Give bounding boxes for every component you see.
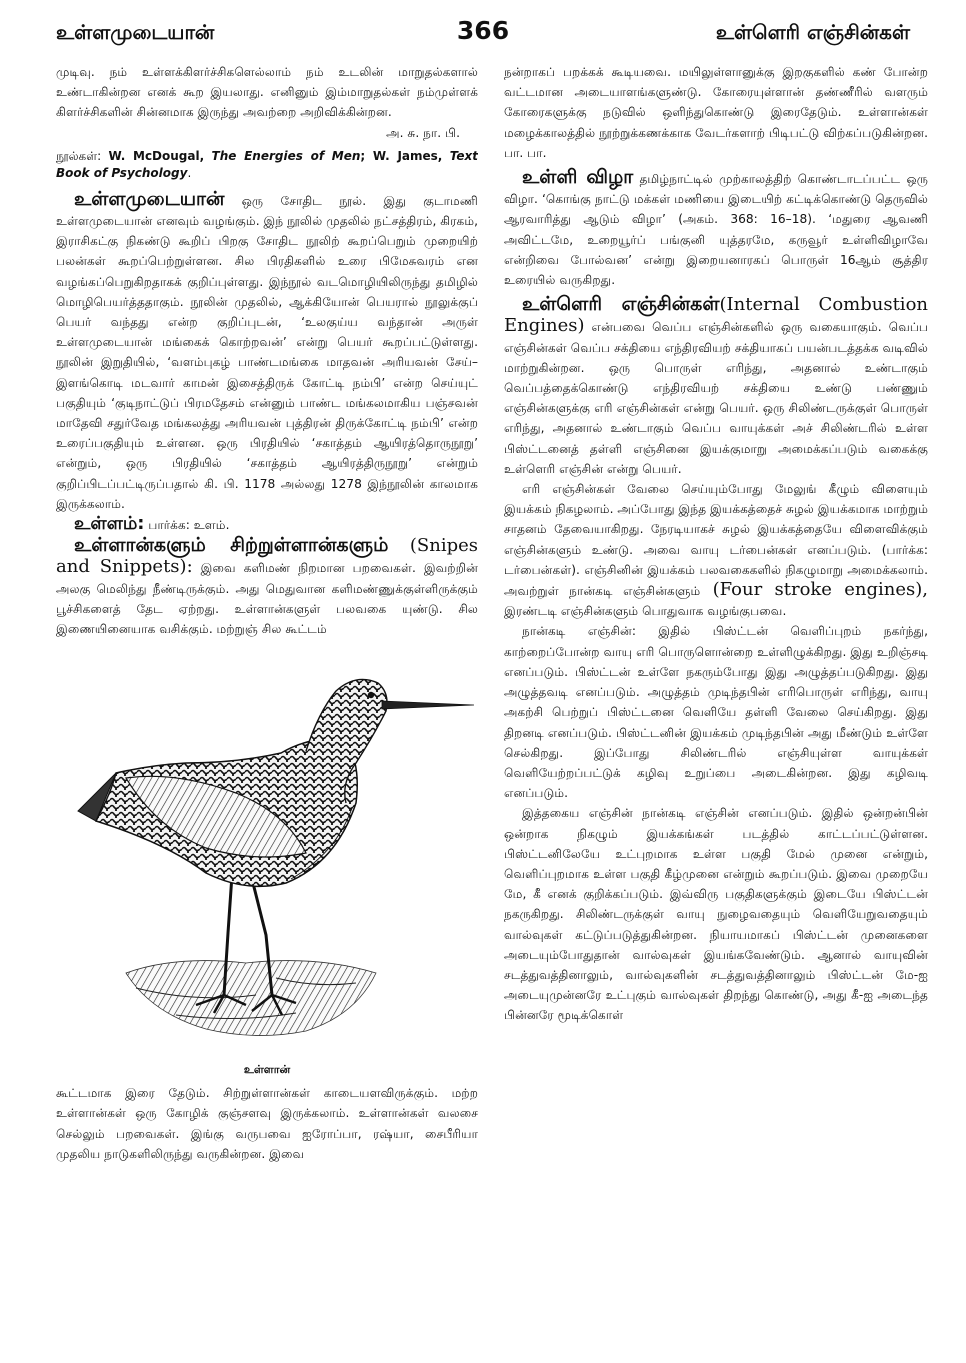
paragraph-text: இரண்டடி எஞ்சின்களும் பொதுவாக வழங்குபவை. — [504, 604, 787, 619]
entry-text: தமிழ்நாட்டில் முற்காலத்திற் கொண்டாடப்பட்ட ஒரு விழா. ‘கொங்கு நாட்டு மக்கள் மணியை இடையிற் கட்டிக்கொண்டு தெருவில் ஆரவாரித்து ஆடும் விழா’ (அகம். 368: 16–18). ‘மதுரை ஆவணி அவிட்டமே, உறையூர்ப் பங்குனி யுத்தரமே, கருவூர் உள்ளிவிழாவே என்றிவை போல்வன’ என்று இறையனாரகப் பொருள் 16ஆம் சூத்திர உரையில் வருகிறது. — [504, 172, 928, 288]
refs-end: . — [187, 165, 192, 180]
right-column — [504, 62, 928, 1354]
ref-author-2: ; W. James, — [360, 148, 443, 163]
entry-text: பார்க்க: உளம். — [144, 518, 230, 533]
page-number: 366 — [456, 16, 510, 45]
paragraph-after-figure — [56, 1083, 478, 1164]
entry-ulli-vizha — [504, 167, 928, 290]
refs-label: நூல்கள்: — [56, 148, 102, 163]
paragraph-eri-engines — [504, 479, 928, 621]
paragraph-text: எரி எஞ்சின்கள் வேலை செய்யும்போது மேலுங் கீழும் விளையும் இயக்கம் நிகழலாம். அப்போது இந்த இயக்கத்தைச் சுழல் இயக்கமாக மாற்றும் சாதனம் தேவையாகிறது. நேரடியாகச் சுழல் இயக்கத்தையே விளைவிக்கும் எஞ்சின்களும் உண்டு. அவை வாயு டர்பைன்கள் எனப்படும். (பார்க்க: டர்பைன்கள்). எஞ்சினின் இயக்கம் பலவகைகளில் நிகழுமாறு அமைக்கலாம். அவற்றுள் நான்கடி எஞ்சின்களும் — [504, 482, 928, 599]
ref-title-2: Text Book of Psychology — [56, 148, 478, 180]
headword-ullan: உள்ளான்களும் சிற்றுள்ளான்களும் — [74, 534, 389, 557]
snipe-illustration — [56, 643, 478, 1061]
english-term-engines: (Internal Combustion Engines) — [504, 294, 928, 337]
headword-ulleri-engines: உள்ளெரி எஞ்சின்கள் — [522, 293, 720, 316]
ref-author-1: W. McDougal, — [108, 148, 205, 163]
paragraph-four-stroke — [504, 621, 928, 803]
entry-text: ஒரு சோதிட நூல். இது குடாமணி உள்ளமுடையான் எனவும் வழங்கும். இந் நூலில் முதலில் நட்சத்திரம், கிரகம், இராசிகட்கு நிகண்டு கூறிப் பிறகு சோதிட நூலிற் கூறப்பெறும் முறையிற் பலன்கள் கூறப்பெற்றுள்ளன. சில பிரதிகளில் உரை பிமேசுவரம் என வழங்கப்பெறுகிறதாகக் குறிப்புள்ளது. இந்நூல் வடமொழியிலிருந்து தமிழில் மொழிபெயர்த்ததாகும். நூலின் முதலில், ஆக்கியோன் பெயரால் நூலுக்குப் பெயர் வந்தது என்ற குறிப்புடன், ‘உலகுய்ய வந்தான் அருள் உள்ளமுடையான் மங்கைக் கொற்றவன்’ என்று பெயர் கூறப்பட்டுள்ளது. நூலின் இறுதியில், ‘வளம்புகழ் பாண்டமங்கை மாதவன் அரியவன் சேய்–இளங்கொடி மடவார் காமன் இசைத்திருக் கோட்டி நம்பி’ என்ற செய்யுட் பகுதியும் ‘குடிநாட்டுப் பிரமதேசம் என்னும் பாண்ட மங்கலமாகிய பஞ்சவன் மாதேவி சதுர்வேத மங்கலத்து அரியவன் புத்திரன் திருக்கோட்டி நம்பி’ என்ற உரைப்பகுதியும் உள்ளன. ஒரு பிரதியில் ‘சகாத்தம் ஆயிரத்தொருநூறு’ என்றும், ஒரு பிரதியில் ‘சகாத்தம் ஆயிரத்திருநூறு’ என்றும் குறிப்பிடப்பட்டிருப்பதால் கி. பி. 1178 அல்லது 1278 இந்நூலின் காலமாக இருக்கலாம். — [56, 193, 478, 511]
running-head-right: உள்ளெரி எஞ்சின்கள் — [715, 20, 910, 44]
snipe-bird-drawing — [56, 643, 478, 1061]
entry-internal-combustion — [504, 294, 928, 479]
author-signature: அ. சு. நா. பி. — [386, 125, 460, 140]
entry-text: என்பவை வெப்ப எஞ்சின்களில் ஒரு வகையாகும். வெப்ப எஞ்சின்கள் வெப்ப சக்தியை எந்திரவியற் சக்தியாகப் பயன்படத்தக்க வடிவில் மாற்றுகின்றன. ஒரு பொருள் எரிந்து, அதனால் உண்டாகும் வெப்பத்தைக்கொண்டு எந்திரவியற் சக்தியை உண்டு பண்ணும் எஞ்சின்களுக்கு எரி எஞ்சின்கள் என்று பெயர். ஒரு சிலிண்டருக்குள் பொருள் எரிந்து, அதனால் உண்டாகும் வெப்ப வாயுக்கள் அச் சிலிண்டரில் உள்ள பிஸ்ட்டனைத் தள்ளி எஞ்சினை இயக்குமாறு அமைக்கப்படும் வகைக்கு உள்ளெரி எஞ்சின் என்று பெயர். — [504, 320, 928, 476]
running-head-left: உள்ளமுடையான் — [56, 20, 215, 44]
figure-caption: உள்ளான் — [243, 1063, 291, 1077]
headword-ullamudaiyan: உள்ளமுடையான் — [74, 187, 225, 210]
paragraph-text: நான்கடி எஞ்சின்: இதில் பிஸ்ட்டன் வெளிப்புறம் நகர்ந்து, காற்றைப்போன்ற வாயு எரி பொருளொன்றை உள்ளிழுக்கிறது. இது உறிஞ்சடி எனப்படும். பிஸ்ட்டன் உள்ளே நகரும்போது இது அழுத்தப்படுகிறது. இது அழுத்தவடி எனப்படும். அழுத்தம் முடிந்தபின் எரிபொருள் எரிந்து, வாயு அகற்சி பெற்றுப் பிஸ்ட்டனை வெளியே தள்ளி வேலை செய்கிறது. இது திறனடி எனப்படும். பிஸ்ட்டனின் இயக்கம் முடிந்தபின் அது மீண்டும் உள்ளே செல்கிறது. இப்போது சிலிண்டரில் எஞ்சியுள்ள வாயுக்கள் வெளியேற்றப்பட்டுக் கழிவு உறுப்பை அடைகின்றன. இது கழிவடி எனப்படும். — [504, 624, 928, 801]
english-term-four-stroke: (Four stroke engines), — [700, 579, 928, 601]
left-column — [56, 62, 478, 1354]
entry-text: இவை களிமண் நிறமான பறவைகள். இவற்றின் அலகு மெலிந்து நீண்டிருக்கும். அது மெதுவான களிமண்ணுக்குள்ளிருக்கும் பூச்சிகளைத் தேட ஏற்றது. உள்ளான்களுள் பலவகை யுண்டு. சில இணையினையாக வசிக்கும். மற்றுஞ் சில கூட்டம் — [56, 561, 478, 637]
english-term-snipes: (Snipes and Snippets): — [56, 535, 478, 578]
ref-title-1: The Energies of Men — [211, 148, 361, 163]
entry-ullam — [56, 514, 478, 535]
references — [56, 148, 478, 182]
paragraph-valves — [504, 803, 928, 1025]
continued-paragraph — [504, 62, 928, 163]
paragraph-text: நன்றாகப் பறக்கக் கூடியவை. மயிலுள்ளானுக்கு இறகுகளில் கண் போன்ற வட்டமான அடையாளங்களுண்டு. கோரையுள்ளான் தண்ணீரில் வளரும் கோரைகளுக்கு நடுவில் ஒளிந்துகொண்டு இரைதேடும். உள்ளான்கள் மழைக்காலத்தில் நூற்றுக்கணக்காக வேடர்களாற் பிடிபட்டு விற்கப்படுகின்றன. — [504, 65, 928, 140]
paragraph-text: இத்தகைய எஞ்சின் நான்கடி எஞ்சின் எனப்படும். இதில் ஒன்றன்பின் ஒன்றாக நிகழும் இயக்கங்கள் படத்தில் காட்டப்பட்டுள்ளன. பிஸ்ட்டனிலேயே உட்புறமாக உள்ள பகுதி மேல் முனை என்றும், வெளிப்புறமாக உள்ள பகுதி கீழ்முனை என்றும் கூறப்படும். இவை முறையே மே, கீ எனக் குறிக்கப்படும். இவ்விரு பகுதிகளுக்கும் இடையே பிஸ்ட்டன் நகருகிறது. சிலிண்டருக்குள் வாயு நுழைவதையும் வெளியேறுவதையும் வால்வுகள் கட்டுப்படுத்துகின்றன. நியாயமாகப் பிஸ்ட்டன் முனைகளை அடையும்போதுதான் வால்வுகள் இயங்கவேண்டும். ஆனால் வாயுவின் சடத்துவத்தினாலும், வால்வுகளின் சடத்துவத்தினாலும் பிஸ்ட்டன் மே-ஐ அடையுமுன்னரே உட்புகும் வால்வுகள் திறந்து கொண்டு, அது கீ-ஐ அடைந்த பின்னரே மூடிக்கொள் — [504, 806, 928, 1023]
entry-ullamudaiyan — [56, 189, 478, 514]
paragraph-text: முடிவு. நம் உள்ளக்கிளர்ச்சிகளெல்லாம் நம் உடலின் மாறுதல்களால் உண்டாகின்றன எனக் கூற இயலாது. எனினும் இம்மாறுதல்கள் நம்முள்ளக் கிளர்ச்சிகளின் சின்னமாக இருந்து அவற்றை அறிவிக்கின்றன. — [56, 65, 478, 120]
entry-ullan — [56, 535, 478, 639]
headword-ulli-vizha: உள்ளி விழா — [522, 166, 634, 189]
paragraph-text: கூட்டமாக இரை தேடும். சிற்றுள்ளான்கள் காடையளவிருக்கும். மற்ற உள்ளான்கள் ஒரு கோழிக் குஞ்சளவு இருக்கலாம். உள்ளான்கள் வலசை செல்லும் பறவைகள். இங்கு வருபவை ஐரோப்பா, ரஷ்யா, சைபீரியா முதலிய நாடுகளிலிருந்து வருகின்றன. இவை — [56, 1086, 478, 1161]
eye — [368, 692, 374, 698]
headword-ullam: உள்ளம்: — [74, 513, 145, 535]
page-header — [56, 18, 910, 52]
continued-paragraph — [56, 62, 478, 123]
author-signature: பா. பா. — [504, 145, 547, 160]
